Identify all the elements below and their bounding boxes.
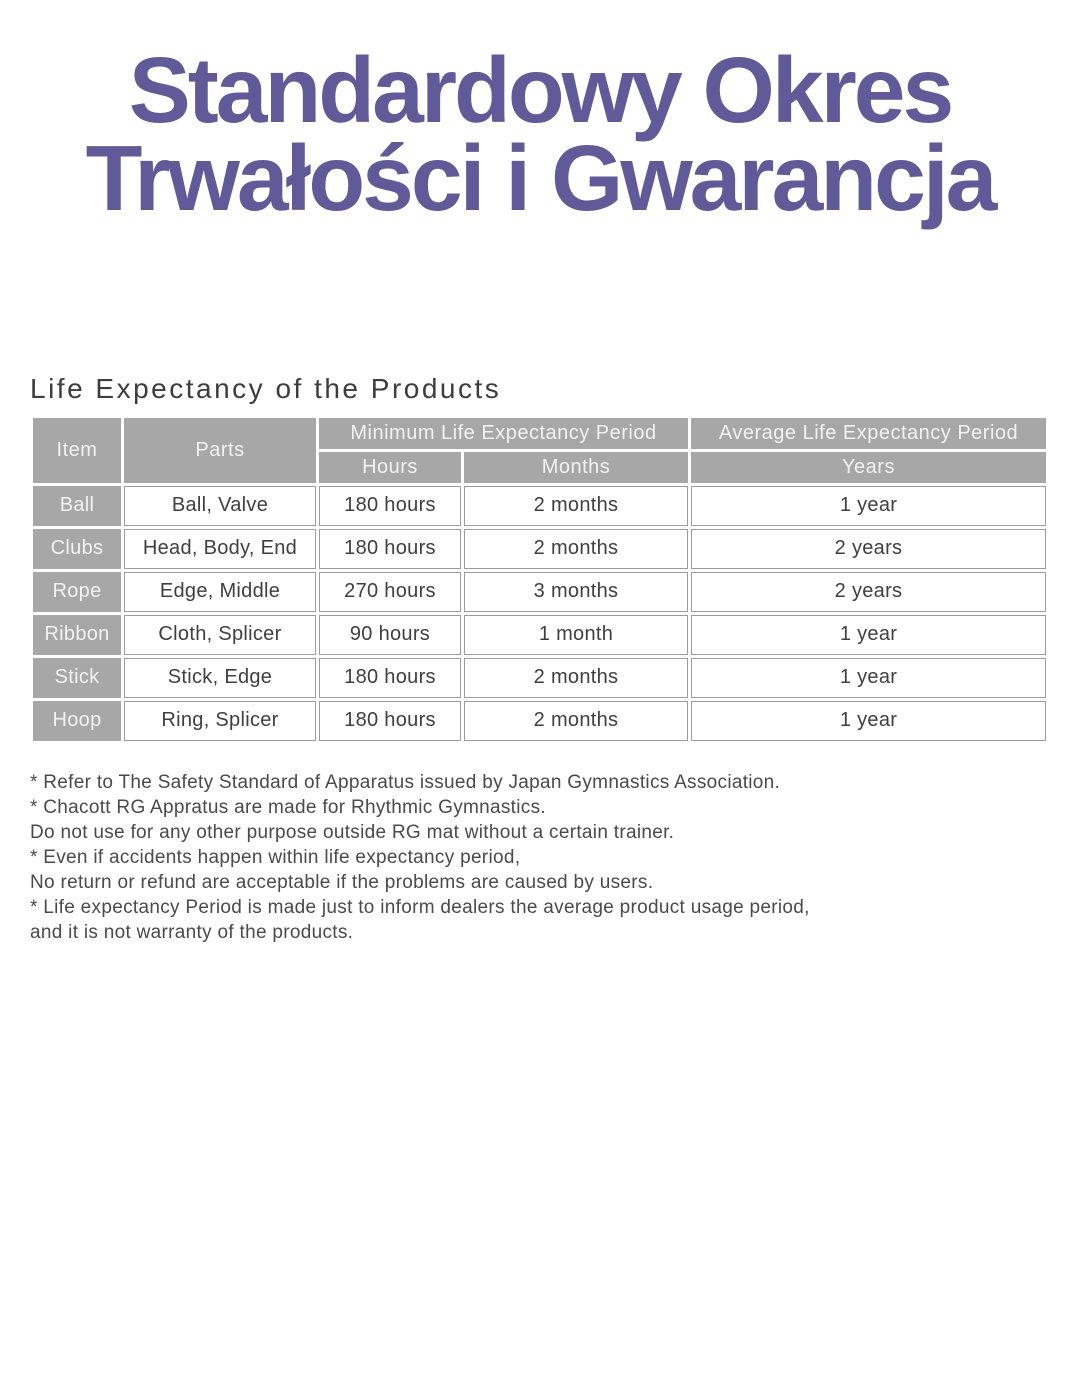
item-cell: Hoop: [33, 701, 121, 741]
years-cell: 1 year: [691, 658, 1046, 698]
hours-cell: 180 hours: [319, 658, 461, 698]
hours-cell: 180 hours: [319, 701, 461, 741]
years-cell: 2 years: [691, 529, 1046, 569]
months-cell: 3 months: [464, 572, 688, 612]
months-cell: 2 months: [464, 701, 688, 741]
years-cell: 1 year: [691, 615, 1046, 655]
footnote-line: * Life expectancy Period is made just to inform dealers the average product usage period,: [30, 896, 810, 918]
parts-cell: Ball, Valve: [124, 486, 316, 526]
years-cell: 1 year: [691, 486, 1046, 526]
parts-cell: Ring, Splicer: [124, 701, 316, 741]
footnote-line: and it is not warranty of the products.: [30, 921, 354, 943]
page-title-line-2: Trwałości i Gwarancja: [85, 126, 995, 231]
parts-cell: Cloth, Splicer: [124, 615, 316, 655]
table-row: [33, 615, 1046, 655]
hours-cell: 180 hours: [319, 486, 461, 526]
item-cell: Rope: [33, 572, 121, 612]
footnote-line: No return or refund are acceptable if the problems are caused by users.: [30, 871, 654, 893]
years-cell: 2 years: [691, 572, 1046, 612]
item-cell: Clubs: [33, 529, 121, 569]
column-header-months: Months: [464, 452, 688, 483]
table-row: [33, 529, 1046, 569]
months-cell: 2 months: [464, 658, 688, 698]
table-header-row-1: [33, 418, 1046, 449]
page-title-line-1: Standardowy Okres: [128, 38, 952, 142]
hours-cell: 90 hours: [319, 615, 461, 655]
table-row: [33, 486, 1046, 526]
footnote-line: * Even if accidents happen within life expectancy period,: [30, 846, 521, 868]
column-header-years: Years: [691, 452, 1046, 483]
page-title: [0, 38, 1080, 231]
parts-cell: Stick, Edge: [124, 658, 316, 698]
parts-cell: Head, Body, End: [124, 529, 316, 569]
months-cell: 2 months: [464, 486, 688, 526]
table-row: [33, 658, 1046, 698]
column-header-parts: Parts: [124, 418, 316, 483]
footnote-line: Do not use for any other purpose outside RG mat without a certain trainer.: [30, 821, 675, 843]
table-row: [33, 701, 1046, 741]
table-row: [33, 572, 1046, 612]
months-cell: 1 month: [464, 615, 688, 655]
parts-cell: Edge, Middle: [124, 572, 316, 612]
footnotes: [30, 770, 1080, 945]
hours-cell: 180 hours: [319, 529, 461, 569]
item-cell: Ball: [33, 486, 121, 526]
column-header-average-period: Average Life Expectancy Period: [691, 418, 1046, 449]
column-header-item: Item: [33, 418, 121, 483]
section-title: Life Expectancy of the Products: [30, 372, 502, 404]
life-expectancy-table: [30, 415, 1049, 744]
item-cell: Stick: [33, 658, 121, 698]
item-cell: Ribbon: [33, 615, 121, 655]
hours-cell: 270 hours: [319, 572, 461, 612]
column-header-hours: Hours: [319, 452, 461, 483]
months-cell: 2 months: [464, 529, 688, 569]
years-cell: 1 year: [691, 701, 1046, 741]
footnote-line: * Refer to The Safety Standard of Apparatus issued by Japan Gymnastics Association.: [30, 771, 781, 793]
column-header-minimum-period: Minimum Life Expectancy Period: [319, 418, 688, 449]
footnote-line: * Chacott RG Appratus are made for Rhythmic Gymnastics.: [30, 796, 546, 818]
